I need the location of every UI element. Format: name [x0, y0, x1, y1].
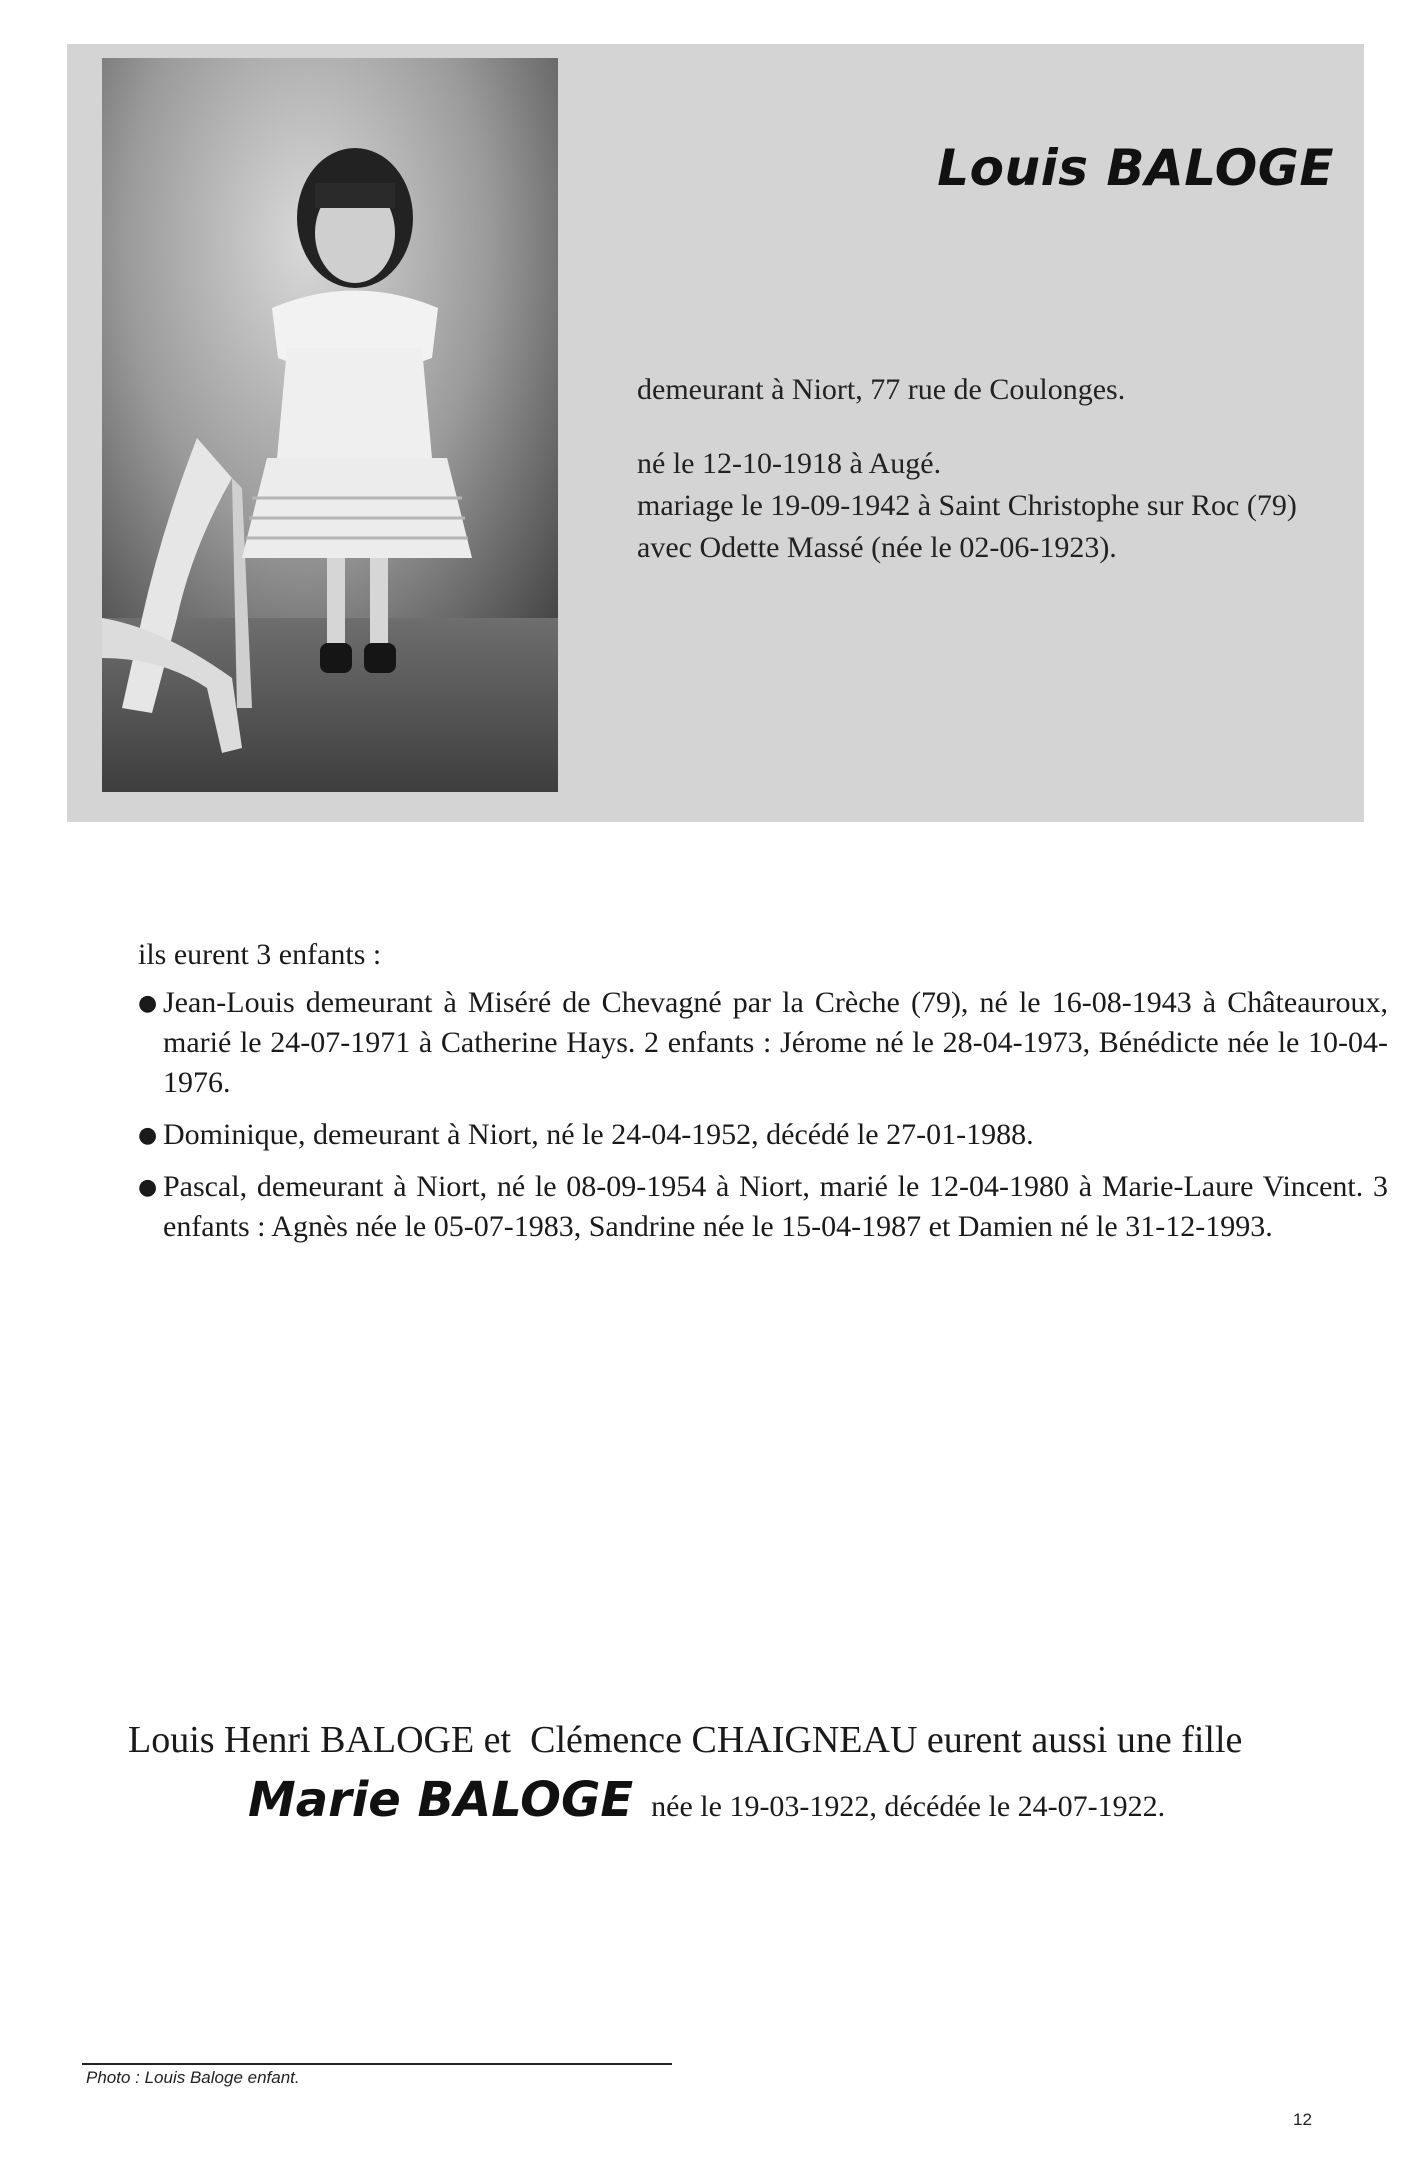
child-item — [138, 1167, 1388, 1247]
header-panel — [67, 44, 1364, 822]
other-daughter-line: Louis Henri BALOGE et Clémence CHAIGNEAU eurent aussi une fille — [128, 1719, 1243, 1761]
person-info — [637, 369, 1337, 569]
info-marriage: mariage le 19-09-1942 à Saint Christophe sur Roc (79) avec Odette Massé (née le 02-06-1923). — [637, 489, 1297, 564]
child-text: Dominique, demeurant à Niort, né le 24-04-1952, décédé le 27-01-1988. — [163, 1118, 1034, 1151]
page-number: 12 — [1293, 2110, 1312, 2129]
info-address: demeurant à Niort, 77 rue de Coulonges. — [637, 373, 1126, 406]
bullet-icon: ● — [138, 1123, 158, 1148]
bullet-icon: ● — [138, 991, 158, 1016]
photo-caption: Photo : Louis Baloge enfant. — [86, 2068, 300, 2087]
child-item — [138, 1115, 1388, 1155]
child-text: Jean-Louis demeurant à Miséré de Chevagné par la Crèche (79), né le 16-08-1943 à Châteauroux, marié le 24-07-1971 à Catherine Hays. 2 enfants : Jérome né le 28-04-1973, Bénédicte née le 10-04-1976. — [163, 986, 1388, 1099]
daughter-dates: née le 19-03-1922, décédée le 24-07-1922. — [651, 1790, 1166, 1823]
daughter-entry — [248, 1772, 1165, 1828]
footnote-divider — [82, 2063, 672, 2065]
info-birth: né le 12-10-1918 à Augé. — [637, 447, 942, 480]
daughter-name: Marie BALOGE — [248, 1772, 634, 1828]
child-item — [138, 983, 1388, 1103]
children-section — [138, 935, 1388, 1259]
bullet-icon: ● — [138, 1175, 158, 1200]
child-text: Pascal, demeurant à Niort, né le 08-09-1954 à Niort, marié le 12-04-1980 à Marie-Laure Vincent. 3 enfants : Agnès née le 05-07-1983, Sandrine née le 15-04-1987 et Damien né le 31-12-1993. — [163, 1170, 1388, 1243]
person-title: Louis BALOGE — [937, 139, 1334, 197]
portrait-photo — [102, 58, 558, 792]
children-intro: ils eurent 3 enfants : — [138, 938, 382, 971]
portrait-photo-drawing — [102, 58, 558, 792]
